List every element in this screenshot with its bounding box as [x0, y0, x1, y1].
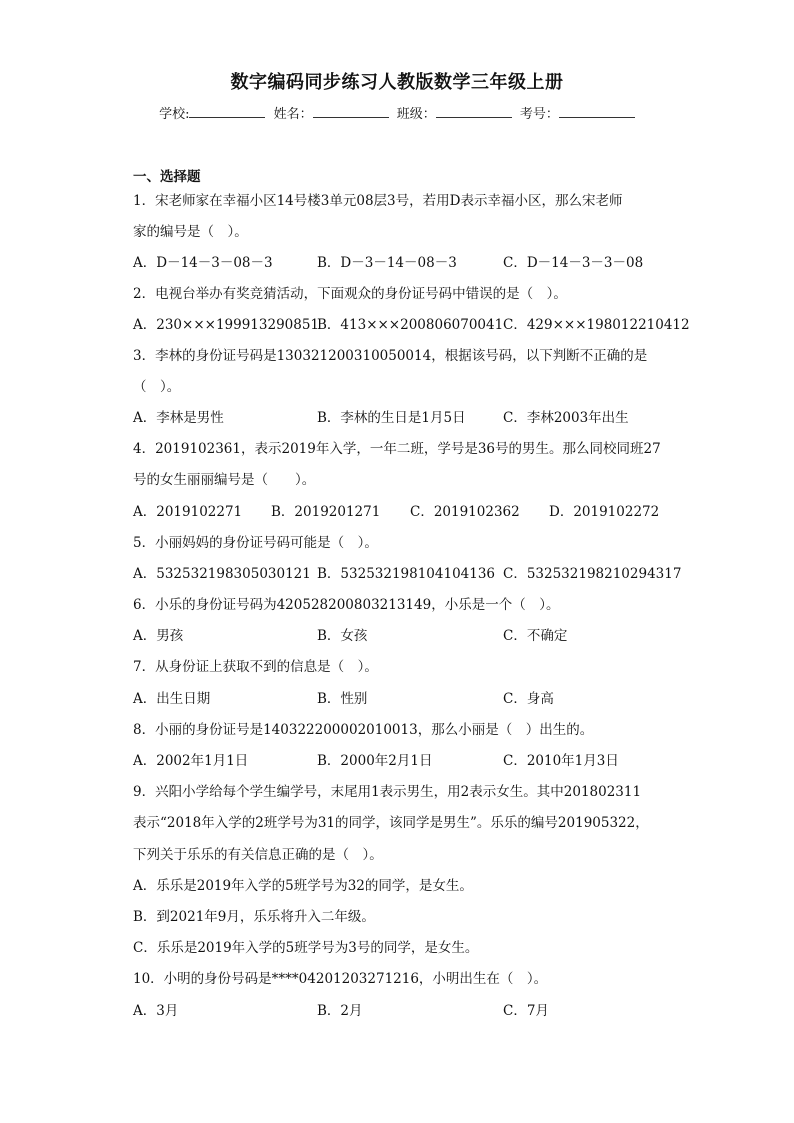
option: A．出生日期 — [133, 691, 211, 707]
option: C．D－14－3－3－08 — [503, 255, 644, 271]
option: C．429×××198012210412 — [503, 317, 690, 333]
question-9-line-3: 下列关于乐乐的有关信息正确的是（ ）。 — [133, 847, 383, 863]
option: A．2002年1月1日 — [133, 753, 249, 769]
question-5-line-1: 5．小丽妈妈的身份证号码可能是（ ）。 — [133, 535, 378, 551]
option: B．李林的生日是1月5日 — [317, 410, 466, 426]
question-4-line-2: 号的女生丽丽编号是（ ）。 — [133, 472, 316, 488]
question-1-line-1: 1．宋老师家在幸福小区14号楼3单元08层3号，若用D表示幸福小区，那么宋老师 — [133, 193, 623, 209]
question-7-line-1: 7．从身份证上获取不到的信息是（ ）。 — [133, 659, 378, 675]
question-3-line-1: 3．李林的身份证号码是130321200310050014，根据该号码，以下判断不正确的是 — [133, 348, 648, 364]
option: A．李林是男性 — [133, 410, 224, 426]
name-blank[interactable] — [313, 105, 389, 118]
option: B．女孩 — [317, 628, 368, 644]
option: C．不确定 — [503, 628, 568, 644]
name-label: 姓名： — [273, 107, 313, 122]
question-9-option-a: A．乐乐是2019年入学的5班学号为32的同学，是女生。 — [133, 878, 473, 894]
option: A．3月 — [133, 1003, 179, 1019]
option: B．2000年2月1日 — [317, 753, 433, 769]
worksheet-title: 数字编码同步练习人教版数学三年级上册 — [230, 72, 564, 93]
school-blank[interactable] — [189, 105, 265, 118]
option: D．2019102272 — [549, 504, 660, 520]
question-6-line-1: 6．小乐的身份证号码为420528200803213149，小乐是一个（ ）。 — [133, 597, 560, 613]
question-10-line-1: 10．小明的身份号码是****04201203271216，小明出生在（ ）。 — [133, 971, 548, 987]
question-3-line-2: （ ）。 — [133, 379, 181, 395]
option: C．2010年1月3日 — [503, 753, 619, 769]
option: A．男孩 — [133, 628, 184, 644]
number-blank[interactable] — [559, 105, 635, 118]
question-9-line-2: 表示“2018年入学的2班学号为31的同学，该同学是男生”。乐乐的编号201905322， — [133, 815, 649, 831]
option: A．D－14－3－08－3 — [133, 255, 273, 271]
option: C．李林2003年出生 — [503, 410, 629, 426]
question-4-line-1: 4．2019102361，表示2019年入学，一年二班，学号是36号的男生。那么同校同班27 — [133, 441, 661, 457]
option: C．2019102362 — [410, 504, 520, 520]
section-heading: 一、选择题 — [133, 169, 201, 185]
option: A．532532198305030121 — [133, 566, 311, 582]
option: A．2019102271 — [133, 504, 243, 520]
school-label: 学校: — [159, 107, 190, 122]
question-9-option-b: B．到2021年9月，乐乐将升入二年级。 — [133, 909, 375, 925]
option: B．413×××200806070041 — [317, 317, 504, 333]
option: A．230×××199913290851 — [133, 317, 320, 333]
student-info-line — [0, 103, 794, 122]
class-label: 班级： — [396, 107, 436, 122]
question-9-option-c: C．乐乐是2019年入学的5班学号为3号的同学，是女生。 — [133, 940, 479, 956]
option: B．2019201271 — [271, 504, 381, 520]
question-2-line-1: 2．电视台举办有奖竞猜活动，下面观众的身份证号码中错误的是（ ）。 — [133, 286, 567, 302]
option: B．D－3－14－08－3 — [317, 255, 457, 271]
option: C．532532198210294317 — [503, 566, 682, 582]
option: B．532532198104104136 — [317, 566, 496, 582]
option: B．2月 — [317, 1003, 363, 1019]
question-8-line-1: 8．小丽的身份证号是140322200002010013，那么小丽是（ ）出生的。 — [133, 722, 594, 738]
class-blank[interactable] — [436, 105, 512, 118]
question-1-line-2: 家的编号是（ ）。 — [133, 224, 248, 240]
number-label: 考号： — [519, 107, 559, 122]
option: C．身高 — [503, 691, 554, 707]
option: B．性别 — [317, 691, 368, 707]
option: C．7月 — [503, 1003, 549, 1019]
question-9-line-1: 9．兴阳小学给每个学生编学号，末尾用1表示男生，用2表示女生。其中201802311 — [133, 784, 642, 800]
